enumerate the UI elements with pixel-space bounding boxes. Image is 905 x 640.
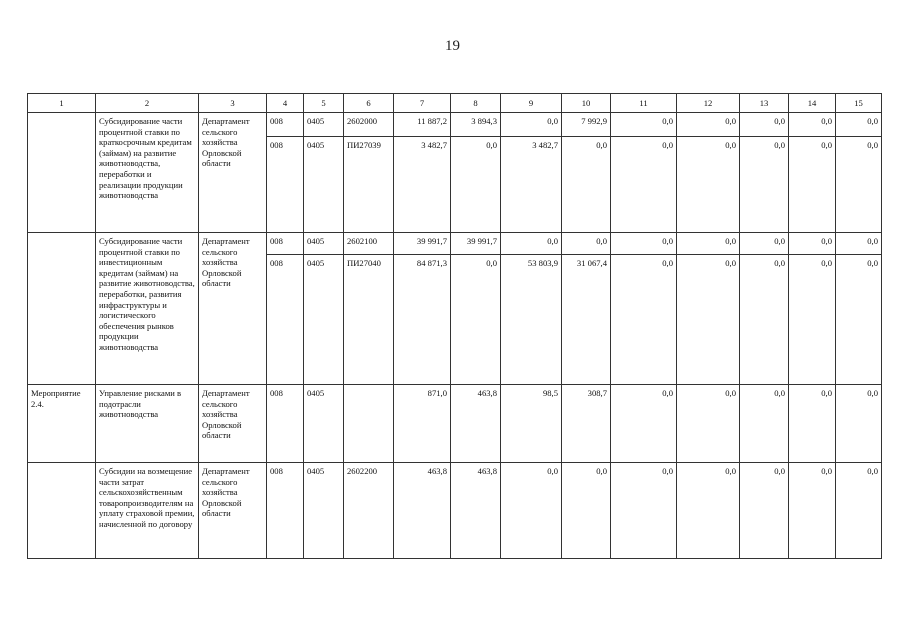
cell-c9: 0,0 bbox=[501, 113, 562, 137]
cell-c9: 0,0 bbox=[501, 463, 562, 559]
table-row bbox=[28, 385, 882, 463]
cell-c12: 0,0 bbox=[677, 233, 740, 255]
table-row bbox=[28, 113, 882, 137]
measure-cell bbox=[28, 463, 96, 559]
column-header: 6 bbox=[344, 94, 394, 113]
column-header: 9 bbox=[501, 94, 562, 113]
cell-c8: 3 894,3 bbox=[451, 113, 501, 137]
measure-cell bbox=[28, 233, 96, 385]
department-cell: Департамент сельского хозяйства Орловской области bbox=[199, 385, 267, 463]
cell-c7: 11 887,2 bbox=[394, 113, 451, 137]
cell-c8: 463,8 bbox=[451, 463, 501, 559]
cell-c5: 0405 bbox=[304, 137, 344, 233]
cell-c8: 0,0 bbox=[451, 137, 501, 233]
cell-c13: 0,0 bbox=[740, 463, 789, 559]
budget-table bbox=[27, 93, 882, 559]
cell-c13: 0,0 bbox=[740, 255, 789, 385]
cell-c13: 0,0 bbox=[740, 385, 789, 463]
cell-c6: ПИ27039 bbox=[344, 137, 394, 233]
measure-cell bbox=[28, 113, 96, 233]
column-header: 15 bbox=[836, 94, 882, 113]
column-header: 13 bbox=[740, 94, 789, 113]
cell-c15: 0,0 bbox=[836, 255, 882, 385]
cell-c9: 53 803,9 bbox=[501, 255, 562, 385]
cell-c6: ПИ27040 bbox=[344, 255, 394, 385]
description-cell: Субсидирование части процентной ставки по краткосрочным кредитам (займам) на развитие животноводства, переработки и реализации продукции животноводства bbox=[96, 113, 199, 233]
cell-c5: 0405 bbox=[304, 113, 344, 137]
cell-c8: 39 991,7 bbox=[451, 233, 501, 255]
cell-c15: 0,0 bbox=[836, 233, 882, 255]
cell-c14: 0,0 bbox=[789, 463, 836, 559]
cell-c7: 39 991,7 bbox=[394, 233, 451, 255]
column-header: 8 bbox=[451, 94, 501, 113]
cell-c5: 0405 bbox=[304, 463, 344, 559]
cell-c11: 0,0 bbox=[611, 385, 677, 463]
cell-c11: 0,0 bbox=[611, 255, 677, 385]
cell-c4: 008 bbox=[267, 463, 304, 559]
cell-c4: 008 bbox=[267, 233, 304, 255]
cell-c14: 0,0 bbox=[789, 137, 836, 233]
cell-c7: 3 482,7 bbox=[394, 137, 451, 233]
cell-c12: 0,0 bbox=[677, 113, 740, 137]
cell-c14: 0,0 bbox=[789, 113, 836, 137]
cell-c7: 463,8 bbox=[394, 463, 451, 559]
cell-c13: 0,0 bbox=[740, 233, 789, 255]
cell-c11: 0,0 bbox=[611, 137, 677, 233]
cell-c15: 0,0 bbox=[836, 113, 882, 137]
department-cell: Департамент сельского хозяйства Орловской области bbox=[199, 113, 267, 233]
table-row bbox=[28, 463, 882, 559]
cell-c10: 308,7 bbox=[562, 385, 611, 463]
cell-c10: 0,0 bbox=[562, 463, 611, 559]
cell-c6: 2602100 bbox=[344, 233, 394, 255]
cell-c10: 0,0 bbox=[562, 233, 611, 255]
cell-c4: 008 bbox=[267, 255, 304, 385]
cell-c5: 0405 bbox=[304, 255, 344, 385]
column-header: 7 bbox=[394, 94, 451, 113]
table-row bbox=[28, 233, 882, 255]
cell-c12: 0,0 bbox=[677, 137, 740, 233]
description-cell: Субсидии на возмещение части затрат сельскохозяйственным товаропроизводителям на уплату страховой премии, начисленной по договору bbox=[96, 463, 199, 559]
department-cell: Департамент сельского хозяйства Орловской области bbox=[199, 233, 267, 385]
header-row bbox=[28, 94, 882, 113]
cell-c14: 0,0 bbox=[789, 255, 836, 385]
cell-c9: 0,0 bbox=[501, 233, 562, 255]
cell-c12: 0,0 bbox=[677, 255, 740, 385]
cell-c13: 0,0 bbox=[740, 113, 789, 137]
cell-c10: 31 067,4 bbox=[562, 255, 611, 385]
column-header: 1 bbox=[28, 94, 96, 113]
cell-c5: 0405 bbox=[304, 233, 344, 255]
cell-c6: 2602200 bbox=[344, 463, 394, 559]
description-cell: Управление рисками в подотрасли животноводства bbox=[96, 385, 199, 463]
cell-c8: 463,8 bbox=[451, 385, 501, 463]
cell-c4: 008 bbox=[267, 385, 304, 463]
cell-c10: 7 992,9 bbox=[562, 113, 611, 137]
cell-c13: 0,0 bbox=[740, 137, 789, 233]
column-header: 5 bbox=[304, 94, 344, 113]
cell-c12: 0,0 bbox=[677, 463, 740, 559]
cell-c9: 3 482,7 bbox=[501, 137, 562, 233]
cell-c14: 0,0 bbox=[789, 233, 836, 255]
cell-c11: 0,0 bbox=[611, 463, 677, 559]
cell-c7: 871,0 bbox=[394, 385, 451, 463]
cell-c15: 0,0 bbox=[836, 137, 882, 233]
cell-c11: 0,0 bbox=[611, 113, 677, 137]
column-header: 14 bbox=[789, 94, 836, 113]
cell-c5: 0405 bbox=[304, 385, 344, 463]
description-cell: Субсидирование части процентной ставки по инвестиционным кредитам (займам) на развитие животноводства, переработки, развития инфраструктуры и логистического обеспечения рынков продукции животноводства bbox=[96, 233, 199, 385]
column-header: 12 bbox=[677, 94, 740, 113]
cell-c4: 008 bbox=[267, 137, 304, 233]
cell-c9: 98,5 bbox=[501, 385, 562, 463]
cell-c10: 0,0 bbox=[562, 137, 611, 233]
cell-c11: 0,0 bbox=[611, 233, 677, 255]
cell-c12: 0,0 bbox=[677, 385, 740, 463]
cell-c15: 0,0 bbox=[836, 463, 882, 559]
page-number: 19 bbox=[445, 38, 460, 54]
cell-c15: 0,0 bbox=[836, 385, 882, 463]
column-header: 11 bbox=[611, 94, 677, 113]
cell-c4: 008 bbox=[267, 113, 304, 137]
cell-c7: 84 871,3 bbox=[394, 255, 451, 385]
department-cell: Департамент сельского хозяйства Орловской области bbox=[199, 463, 267, 559]
column-header: 10 bbox=[562, 94, 611, 113]
cell-c14: 0,0 bbox=[789, 385, 836, 463]
cell-c6: 2602000 bbox=[344, 113, 394, 137]
column-header: 4 bbox=[267, 94, 304, 113]
measure-cell: Мероприятие 2.4. bbox=[28, 385, 96, 463]
column-header: 3 bbox=[199, 94, 267, 113]
column-header: 2 bbox=[96, 94, 199, 113]
cell-c8: 0,0 bbox=[451, 255, 501, 385]
cell-c6 bbox=[344, 385, 394, 463]
